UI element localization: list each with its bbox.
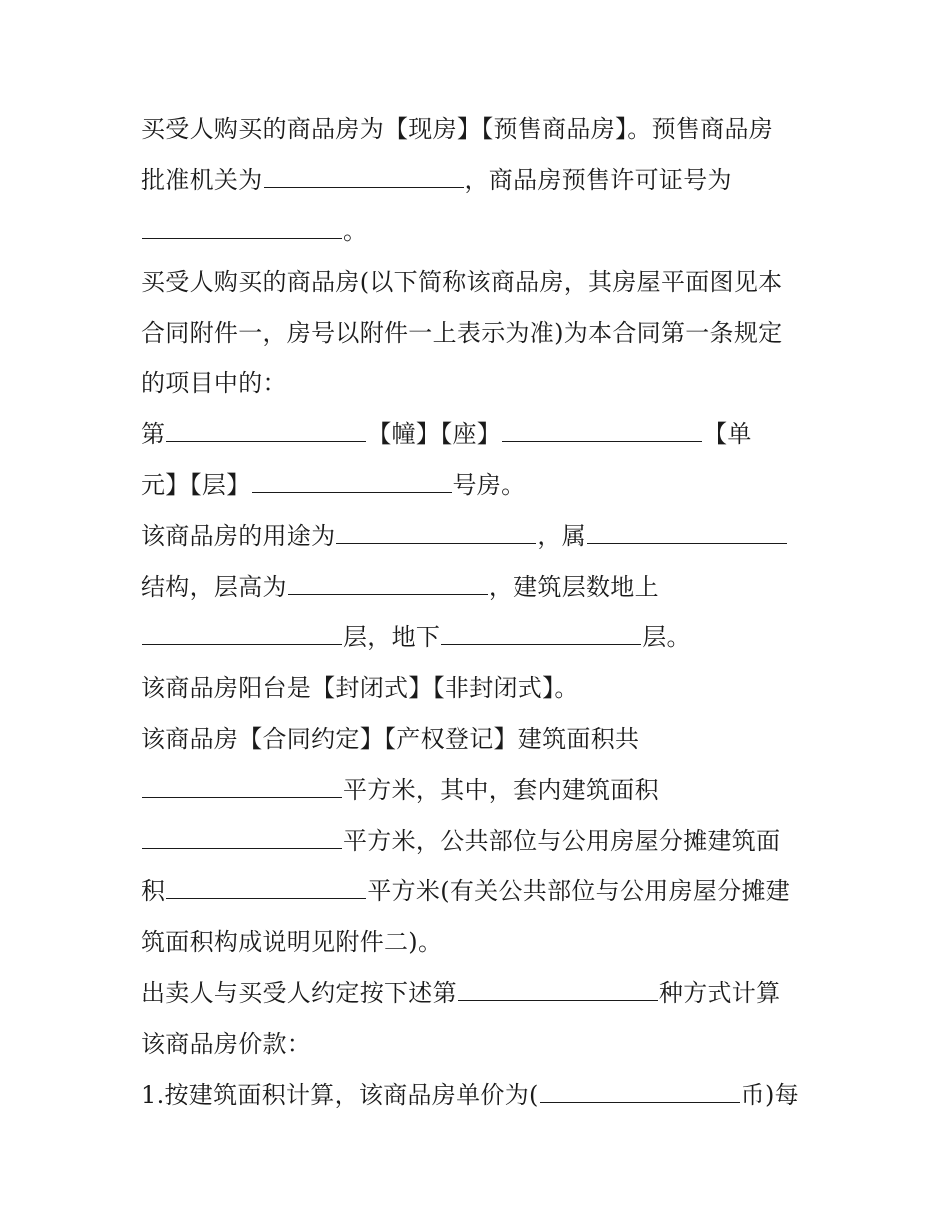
text-segment: 第 <box>141 420 166 448</box>
text-segment: 1.按建筑面积计算，该商品房单价为( <box>141 1081 539 1109</box>
text-line <box>141 773 659 807</box>
text-line <box>141 519 788 553</box>
text-line <box>141 925 442 959</box>
text-line <box>141 112 773 146</box>
text-line <box>141 316 782 350</box>
text-line <box>141 620 691 654</box>
text-line <box>141 468 525 502</box>
text-segment: 积 <box>141 877 166 905</box>
text-line <box>141 824 780 858</box>
text-line <box>141 1078 799 1112</box>
text-segment: 。 <box>343 217 368 245</box>
text-line <box>141 163 732 197</box>
text-segment: 该商品房【合同约定】【产权登记】建筑面积共 <box>141 725 640 753</box>
fill-in-blank[interactable] <box>166 876 366 899</box>
text-line <box>141 722 639 756</box>
fill-in-blank[interactable] <box>587 521 787 544</box>
text-line <box>141 671 579 705</box>
fill-in-blank[interactable] <box>142 216 342 239</box>
fill-in-blank[interactable] <box>336 521 536 544</box>
fill-in-blank[interactable] <box>288 572 488 595</box>
fill-in-blank[interactable] <box>441 622 641 645</box>
text-segment: ，属 <box>537 522 587 550</box>
text-segment: 合同附件一，房号以附件一上表示为准)为本合同第一条规定 <box>141 319 783 347</box>
text-segment: 平方米，其中，套内建筑面积 <box>343 776 659 804</box>
text-segment: 买受人购买的商品房(以下简称该商品房，其房屋平面图见本 <box>141 268 783 296</box>
text-line <box>141 265 782 299</box>
text-segment: 种方式计算 <box>658 979 781 1007</box>
text-line <box>141 417 752 451</box>
text-segment: 出卖人与买受人约定按下述第 <box>141 979 457 1007</box>
fill-in-blank[interactable] <box>142 775 342 798</box>
text-segment: 币)每 <box>740 1081 799 1109</box>
text-segment: 平方米(有关公共部位与公用房屋分摊建 <box>367 877 791 905</box>
text-segment: 该商品房价款： <box>141 1030 312 1058</box>
text-line <box>141 570 659 604</box>
text-line <box>141 1027 311 1061</box>
text-segment: 该商品房阳台是【封闭式】【非封闭式】。 <box>141 674 579 702</box>
text-segment: 【单 <box>703 420 752 448</box>
fill-in-blank[interactable] <box>502 419 702 442</box>
text-segment: 【幢】【座】 <box>367 420 502 448</box>
text-segment: 筑面积构成说明见附件二)。 <box>141 928 443 956</box>
text-segment: 层。 <box>642 623 691 651</box>
text-segment: 的项目中的： <box>141 369 287 397</box>
text-line <box>141 976 780 1010</box>
text-segment: 结构，层高为 <box>141 573 287 601</box>
text-segment: 元】【层】 <box>141 471 251 499</box>
text-line <box>141 214 367 248</box>
text-segment: 批准机关为 <box>141 166 263 194</box>
text-segment: 平方米，公共部位与公用房屋分摊建筑面 <box>343 827 781 855</box>
text-line <box>141 874 790 908</box>
fill-in-blank[interactable] <box>142 622 342 645</box>
fill-in-blank[interactable] <box>264 165 464 188</box>
fill-in-blank[interactable] <box>142 826 342 849</box>
text-segment: 买受人购买的商品房为【现房】【预售商品房】。预售商品房 <box>141 115 774 143</box>
text-segment: ，商品房预售许可证号为 <box>464 166 732 194</box>
fill-in-blank[interactable] <box>458 978 658 1001</box>
text-segment: ，建筑层数地上 <box>488 573 659 601</box>
text-line <box>141 366 287 400</box>
text-segment: 号房。 <box>452 471 526 499</box>
fill-in-blank[interactable] <box>166 419 366 442</box>
fill-in-blank[interactable] <box>252 470 452 493</box>
fill-in-blank[interactable] <box>540 1080 740 1103</box>
text-segment: 层，地下 <box>343 623 441 651</box>
text-segment: 该商品房的用途为 <box>141 522 336 550</box>
